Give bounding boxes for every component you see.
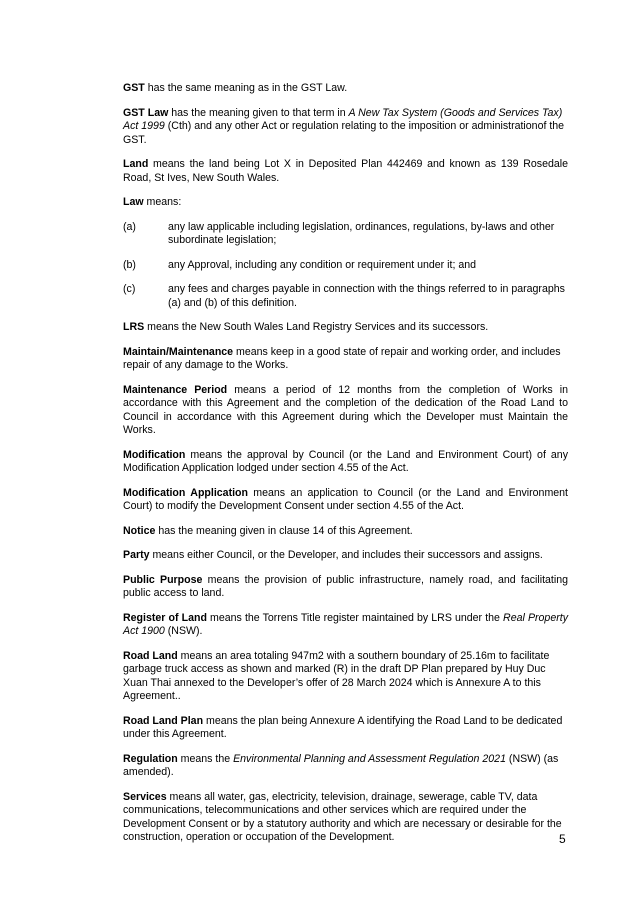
list-item-text: any Approval, including any condition or requirement under it; and xyxy=(168,258,476,271)
term: Register of Land xyxy=(123,611,207,624)
definition-notice xyxy=(123,525,568,539)
list-item-label: (a) xyxy=(123,220,136,233)
definition-text: means the approval by Council (or the Land and Environment Court) of any Modification Application lodged under section 4.55 of the Act. xyxy=(123,448,568,474)
definition-party xyxy=(123,549,568,563)
list-item xyxy=(123,259,568,273)
term: Maintain/Maintenance xyxy=(123,345,234,358)
term: Public Purpose xyxy=(123,573,203,586)
definition-text: means a period of 12 months from the completion of Works in accordance with this Agreement and the completion of the dedication of the Road Land to Council in accordance with this Agreement during which the Developer must Maintain the Works. xyxy=(123,383,568,436)
definition-regulation xyxy=(123,753,568,780)
definition-register-of-land xyxy=(123,612,568,639)
definition-law xyxy=(123,196,568,210)
act-title: A New Tax System (Goods and Services Tax) Act 1999 xyxy=(123,106,563,132)
act-title: Environmental Planning and Assessment Regulation 2021 xyxy=(233,752,506,765)
term: Land xyxy=(123,158,149,170)
definition-text: means an area totaling 947m2 with a southern boundary of 25.16m to facilitate garbage truck access as shown and marked (R) in the draft DP Plan prepared by Huy Duc Xuan Thai annexed to the Developer’s offer of 28 March 2024 which is Annexure A to this Agreement.. xyxy=(123,649,550,702)
definition-text: means all water, gas, electricity, television, drainage, sewerage, cable TV, data communications, telecommunications and other services which are required under the Development Consent or by a statutory authority and which are necessary or desirable for the construction, operation or occupation of the Development. xyxy=(123,790,562,843)
definition-text: has the meaning given to that term in xyxy=(168,106,349,119)
definition-maintain xyxy=(123,346,568,373)
definition-text: means the provision of public infrastructure, namely road, and facilitating public access to land. xyxy=(123,573,568,599)
definition-maintenance-period xyxy=(123,384,568,438)
definition-text: has the meaning given in clause 14 of this Agreement. xyxy=(155,524,413,537)
term: Modification Application xyxy=(123,486,248,499)
definition-text: means the plan being Annexure A identifying the Road Land to be dedicated under this Agreement. xyxy=(123,714,563,740)
list-item-label: (b) xyxy=(123,258,136,271)
definition-land xyxy=(123,158,568,185)
definition-lrs xyxy=(123,321,568,335)
definition-gst-law xyxy=(123,107,568,148)
term: Notice xyxy=(123,524,156,537)
definition-public-purpose xyxy=(123,574,568,601)
list-item-text: any law applicable including legislation, ordinances, regulations, by-laws and other subordinate legislation; xyxy=(168,220,555,246)
definition-text: means the xyxy=(177,752,234,765)
definition-road-land-plan xyxy=(123,715,568,742)
term: Road Land Plan xyxy=(123,714,204,727)
page-number: 5 xyxy=(559,832,566,846)
definition-modification xyxy=(123,449,568,476)
definition-text: (Cth) and any other Act or regulation relating to the imposition or administrationof the GST. xyxy=(123,120,565,146)
term: GST xyxy=(123,82,145,94)
definition-text: has the same meaning as in the GST Law. xyxy=(144,82,348,94)
act-title: Real Property Act 1900 xyxy=(123,611,568,637)
list-item xyxy=(123,283,568,310)
list-item-label: (c) xyxy=(123,283,136,295)
term: Law xyxy=(123,196,144,208)
definition-text: (NSW) (as amended). xyxy=(123,752,559,778)
definition-text: means either Council, or the Developer, and includes their successors and assigns. xyxy=(149,549,543,561)
list-item xyxy=(123,221,568,248)
term: Regulation xyxy=(123,752,178,765)
definition-text: means keep in a good state of repair and working order, and includes repair of any damage to the Works. xyxy=(123,345,561,371)
term: Modification xyxy=(123,448,186,461)
term: Services xyxy=(123,790,167,803)
definition-services xyxy=(123,791,568,845)
definitions-list xyxy=(123,82,568,856)
definition-text: means: xyxy=(143,196,182,208)
term: Party xyxy=(123,549,150,561)
term: Road Land xyxy=(123,649,178,662)
term: GST Law xyxy=(123,106,169,119)
term: Maintenance Period xyxy=(123,383,228,396)
law-paragraphs xyxy=(123,221,568,311)
definition-modification-application xyxy=(123,487,568,514)
definition-road-land xyxy=(123,650,568,704)
definition-gst xyxy=(123,82,568,96)
definition-text: means an application to Council (or the Land and Environment Court) to modify the Development Consent under section 4.55 of the Act. xyxy=(123,486,568,512)
definition-text: means the New South Wales Land Registry Services and its successors. xyxy=(144,321,489,333)
definition-text: (NSW). xyxy=(164,625,203,637)
term: LRS xyxy=(123,321,145,333)
definition-text: means the land being Lot X in Deposited Plan 442469 and known as 139 Rosedale Road, St Ives, New South Wales. xyxy=(123,158,568,184)
definition-text: means the Torrens Title register maintained by LRS under the xyxy=(206,611,504,624)
list-item-text: any fees and charges payable in connection with the things referred to in paragraphs (a) and (b) of this definition. xyxy=(168,283,565,309)
